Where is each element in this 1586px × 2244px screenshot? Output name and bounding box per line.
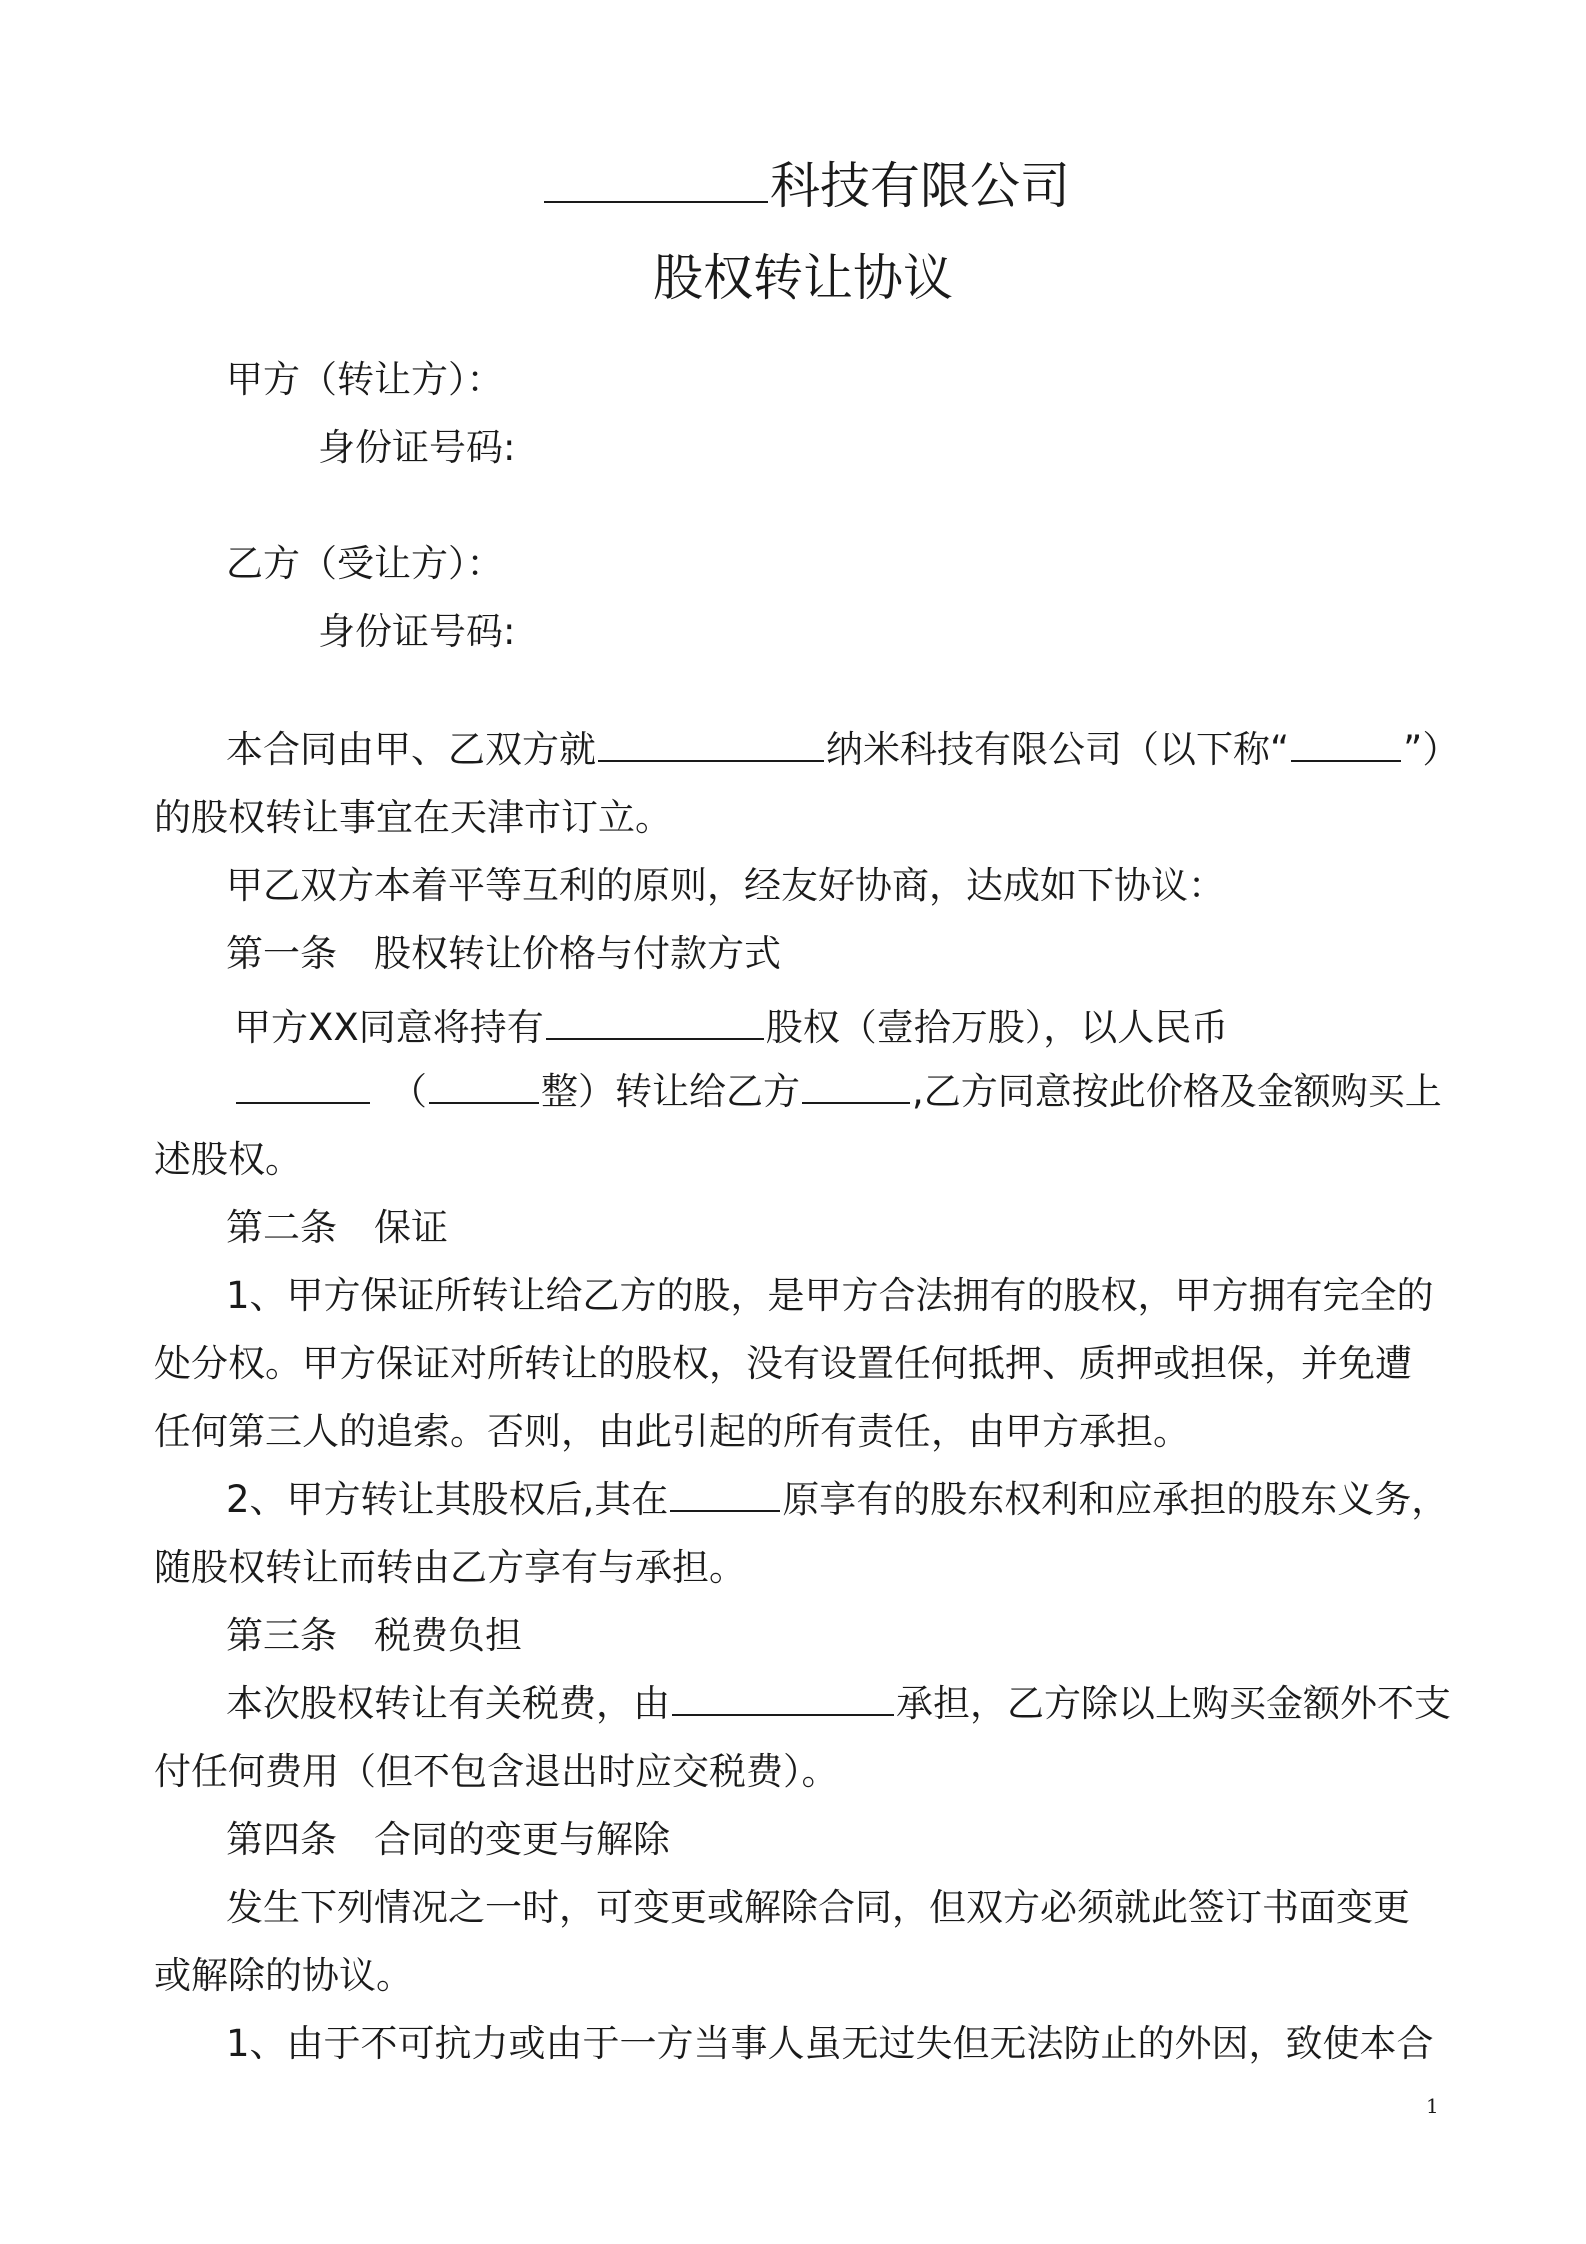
blank-short-name — [1291, 730, 1401, 762]
intro-paragraph-line-1: 本合同由甲、乙双方就 纳米科技有限公司（以下称“ ”） — [226, 728, 1460, 771]
blank-company-2 — [670, 1480, 780, 1512]
intro-consensus: 甲乙双方本着平等互利的原则，经友好协商，达成如下协议： — [226, 864, 1225, 907]
blank-tax-payer — [672, 1684, 894, 1716]
blank-amount — [236, 1072, 370, 1104]
article-1-line-2: （ 整）转让给乙方 ,乙方同意按此价格及金额购买上 — [234, 1068, 1442, 1116]
article-3-heading: 第三条 税费负担 — [226, 1614, 522, 1657]
article-2-p1-line-1: 1、甲方保证所转让给乙方的股，是甲方合法拥有的股权，甲方拥有完全的 — [226, 1274, 1434, 1317]
party-b-id-label: 身份证号码: — [318, 610, 516, 653]
article-4-p1-line-2: 或解除的协议。 — [154, 1954, 413, 1997]
company-title — [542, 156, 1070, 216]
article-2-p2-line-2: 随股权转让而转由乙方享有与承担。 — [154, 1546, 746, 1589]
article-1-line-3: 述股权。 — [154, 1138, 302, 1181]
agreement-title: 股权转让协议 — [653, 249, 953, 307]
article-2-p1-line-3: 任何第三人的追索。否则，由此引起的所有责任，由甲方承担。 — [154, 1410, 1190, 1453]
article-2-heading: 第二条 保证 — [226, 1206, 448, 1249]
article-1-line-1: 甲方XX同意将持有 股权（壹拾万股），以人民币 — [234, 1006, 1229, 1049]
blank-company — [598, 730, 824, 762]
company-name-blank — [544, 157, 768, 203]
article-1-heading: 第一条 股权转让价格与付款方式 — [226, 932, 781, 975]
party-a-id-label: 身份证号码: — [318, 426, 516, 469]
article-2-p1-line-2: 处分权。甲方保证对所转让的股权，没有设置任何抵押、质押或担保，并免遭 — [154, 1342, 1412, 1385]
article-4-p2-line-1: 1、由于不可抗力或由于一方当事人虽无过失但无法防止的外因，致使本合 — [226, 2022, 1434, 2065]
article-3-line-1: 本次股权转让有关税费，由 承担，乙方除以上购买金额外不支 — [226, 1682, 1451, 1725]
article-3-line-2: 付任何费用（但不包含退出时应交税费）。 — [154, 1750, 839, 1793]
blank-amount-words — [429, 1072, 539, 1104]
article-2-p2-line-1: 2、甲方转让其股权后,其在 原享有的股东权利和应承担的股东义务， — [226, 1478, 1449, 1521]
party-a-label: 甲方（转让方）： — [226, 358, 504, 401]
page-number: 1 — [1426, 2094, 1439, 2118]
article-4-p1-line-1: 发生下列情况之一时，可变更或解除合同，但双方必须就此签订书面变更 — [226, 1886, 1410, 1929]
party-b-label: 乙方（受让方）： — [226, 542, 504, 585]
blank-shares — [546, 1008, 764, 1040]
blank-party-b — [802, 1072, 910, 1104]
company-suffix: 科技有限公司 — [770, 157, 1070, 215]
article-4-heading: 第四条 合同的变更与解除 — [226, 1818, 670, 1861]
intro-paragraph-line-2: 的股权转让事宜在天津市订立。 — [154, 796, 672, 839]
